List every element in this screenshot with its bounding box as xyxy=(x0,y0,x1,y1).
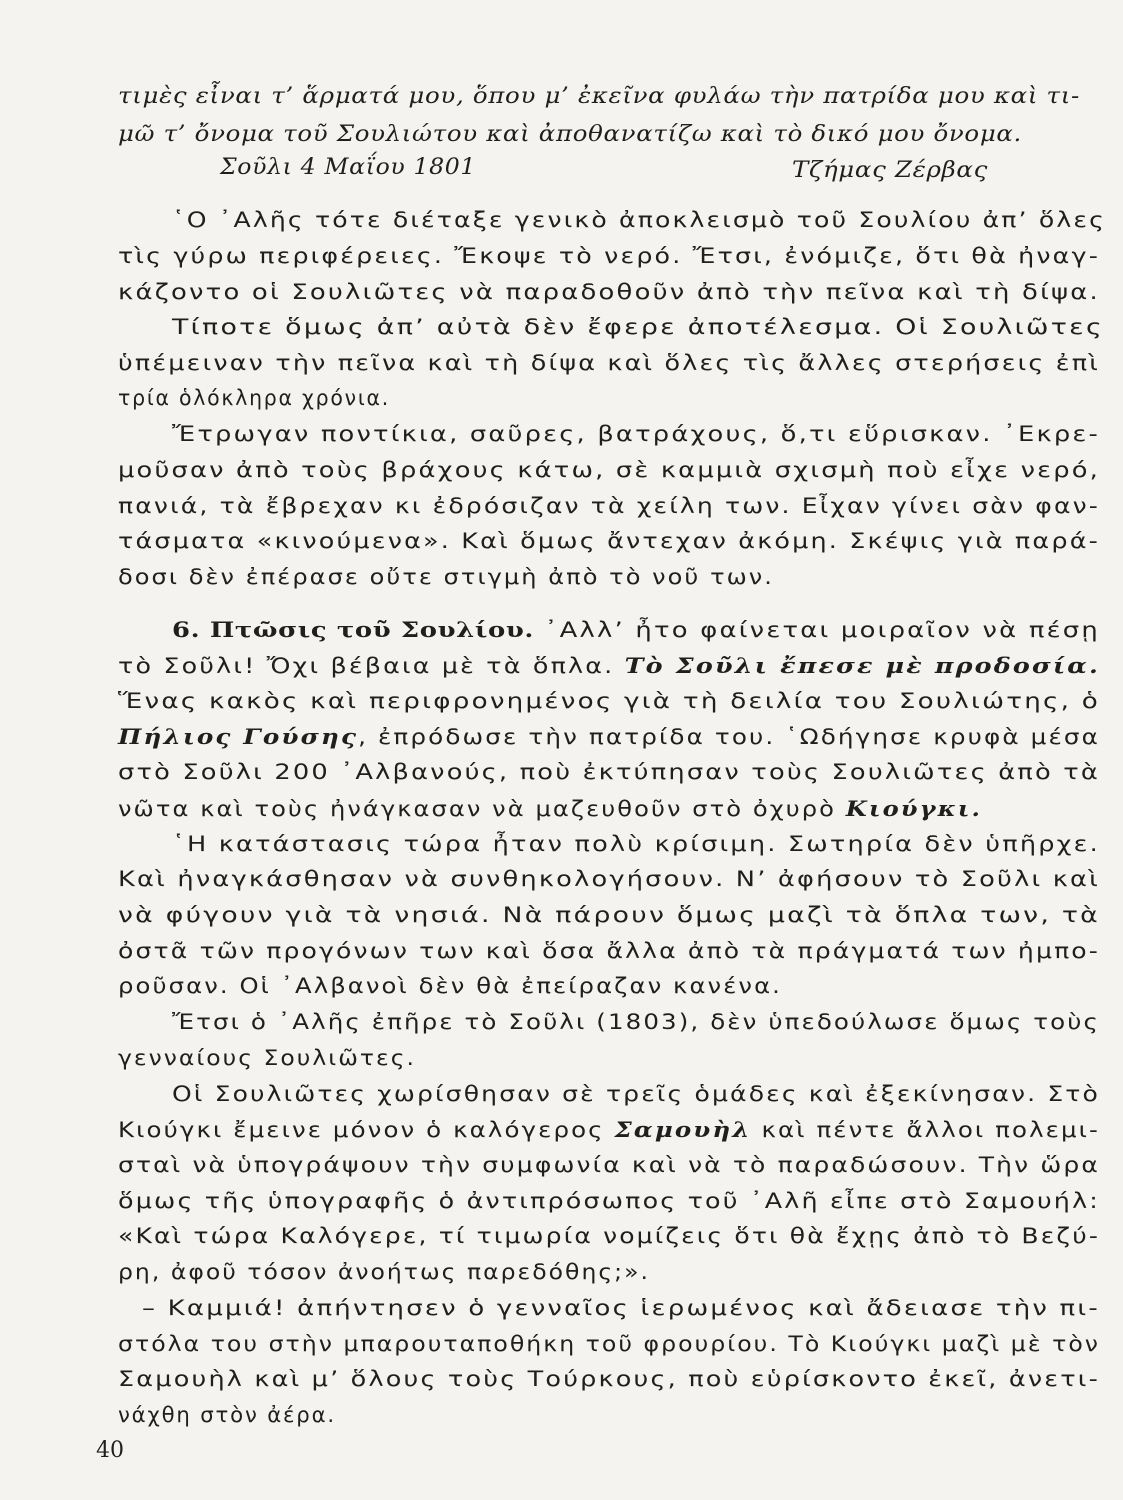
text-line xyxy=(118,653,1100,678)
text-line xyxy=(118,122,1022,147)
text-line xyxy=(118,903,1100,927)
text-segment: ροῦσαν. Οἱ ᾽Αλβανοὶ δὲν θὰ ἐπείραζαν κανένα. xyxy=(118,974,782,998)
text-segment: πανιά, τὰ ἔβρεχαν κι ἐδρόσιζαν τὰ χείλη των. Εἶχαν γίνει σὰν φαν- xyxy=(118,494,1100,518)
text-segment: νάχθη στὸν ἀέρα. xyxy=(118,1403,336,1427)
text-segment: δοσι δὲν ἐπέρασε οὔτε στιγμὴ ἀπὸ τὸ νοῦ των. xyxy=(118,565,774,589)
text-line xyxy=(118,1367,1100,1391)
text-segment: Οἱ Σουλιῶτες χωρίσθησαν σὲ τρεῖς ὁμάδες καὶ ἐξεκίνησαν. Στὸ xyxy=(172,1082,1100,1106)
text-line xyxy=(118,1117,1100,1142)
text-line xyxy=(172,1082,1100,1106)
emphasis-text: Σαμουὴλ xyxy=(614,1117,752,1142)
text-segment: τιμὲς εἶναι τ’ ἅρματά μου, ὅπου μ’ ἐκεῖνα φυλάω τὴν πατρίδα μου καὶ τι- xyxy=(118,84,1080,109)
text-line xyxy=(118,84,1080,109)
text-segment: νὰ φύγουν γιὰ τὰ νησιά. Νὰ πάρουν ὅμως μαζὶ τὰ ὅπλα των, τὰ xyxy=(118,903,1100,927)
text-segment: στόλα του στὴν μπαρουταποθήκη τοῦ φρουρίου. Τὸ Κιούγκι μαζὶ μὲ τὸν xyxy=(118,1332,1100,1356)
text-segment: τάσματα «κινούμενα». Καὶ ὅμως ἄντεχαν ἀκόμη. Σκέψις γιὰ παρά- xyxy=(118,529,1100,553)
text-segment: Τζήμας Ζέρβας xyxy=(792,158,988,183)
text-line xyxy=(172,617,1100,642)
text-line xyxy=(118,351,1100,375)
text-segment: τρία ὁλόκληρα χρόνια. xyxy=(118,386,390,410)
text-line xyxy=(118,1224,1100,1248)
text-segment: ὅμως τῆς ὑπογραφῆς ὁ ἀντιπρόσωπος τοῦ ᾽Αλῆ εἶπε στὸ Σαμουήλ: xyxy=(118,1189,1100,1213)
text-line xyxy=(118,867,1100,891)
text-line xyxy=(118,1403,336,1427)
page-number: 40 xyxy=(96,1438,124,1463)
text-line xyxy=(118,689,1100,713)
text-segment: «Καὶ τώρα Καλόγερε, τί τιμωρία νομίζεις ὅτι θὰ ἔχῃς ἀπὸ τὸ Βεζύ- xyxy=(118,1224,1100,1248)
text-line xyxy=(792,158,988,183)
text-segment: ᾽Αλλ’ ἦτο φαίνεται μοιραῖον νὰ πέσῃ xyxy=(534,618,1100,642)
text-segment: στὸ Σοῦλι 200 ᾽Αλβανούς, ποὺ ἐκτύπησαν τοὺς Σουλιῶτες ἀπὸ τὰ xyxy=(118,760,1100,784)
text-segment: καὶ πέντε ἄλλοι πολεμι- xyxy=(751,1118,1100,1142)
text-line xyxy=(118,458,1100,482)
text-segment: Ἔτσι ὁ ᾽Αλῆς ἐπῆρε τὸ Σοῦλι (1803), δὲν ὑπεδούλωσε ὅμως τοὺς xyxy=(172,1010,1100,1034)
text-line xyxy=(142,1296,1100,1320)
text-line xyxy=(118,1153,1100,1177)
emphasis-text: Κιούγκι. xyxy=(845,796,982,821)
text-line xyxy=(118,244,1100,268)
text-line xyxy=(118,760,1100,784)
text-line xyxy=(118,796,982,821)
text-segment: Σαμουὴλ καὶ μ’ ὅλους τοὺς Τούρκους, ποὺ εὑρίσκοντο ἐκεῖ, ἀνετι- xyxy=(118,1367,1100,1391)
text-segment: γενναίους Σουλιῶτες. xyxy=(118,1046,416,1070)
text-line xyxy=(118,1189,1100,1213)
text-line xyxy=(118,494,1100,518)
text-segment: Ἔτρωγαν ποντίκια, σαῦρες, βατράχους, ὅ,τι εὕρισκαν. ᾽Εκρε- xyxy=(172,422,1100,446)
text-segment: Σοῦλι 4 Μαΐου 1801 xyxy=(220,155,476,180)
text-segment: νῶτα καὶ τοὺς ἠνάγκασαν νὰ μαζευθοῦν στὸ ὀχυρὸ xyxy=(118,797,846,821)
emphasis-text: Τὸ Σοῦλι ἔπεσε μὲ προδοσία. xyxy=(624,653,1100,678)
text-segment: ὀστᾶ τῶν προγόνων των καὶ ὅσα ἄλλα ἀπὸ τὰ πράγματά των ἠμπο- xyxy=(118,939,1100,963)
text-line xyxy=(172,1010,1100,1034)
text-segment: μοῦσαν ἀπὸ τοὺς βράχους κάτω, σὲ καμμιὰ σχισμὴ ποὺ εἶχε νερό, xyxy=(118,458,1100,482)
text-segment: , ἐπρόδωσε τὴν πατρίδα του. ῾Ωδήγησε κρυφὰ μέσα xyxy=(358,725,1100,749)
text-line xyxy=(172,315,1104,339)
text-segment: τὶς γύρω περιφέρειες. Ἔκοψε τὸ νερό. Ἔτσι, ἐνόμιζε, ὅτι θὰ ἠναγ- xyxy=(118,244,1100,268)
text-line xyxy=(118,724,1100,749)
text-segment: κάζοντο οἱ Σουλιῶτες νὰ παραδοθοῦν ἀπὸ τὴν πεῖνα καὶ τὴ δίψα. xyxy=(118,280,1100,304)
text-segment: ῾Ο ᾽Αλῆς τότε διέταξε γενικὸ ἀποκλεισμὸ τοῦ Σουλίου ἀπ’ ὅλες xyxy=(172,208,1106,232)
text-line xyxy=(118,1046,416,1070)
text-segment: Τίποτε ὅμως ἀπ’ αὐτὰ δὲν ἔφερε ἀποτέλεσμα. Οἱ Σουλιῶτες xyxy=(172,315,1104,339)
text-line xyxy=(118,974,782,998)
emphasis-text: Πήλιος Γούσης xyxy=(118,724,359,749)
text-line xyxy=(118,386,390,410)
text-segment: σταὶ νὰ ὑπογράψουν τὴν συμφωνία καὶ νὰ τὸ παραδώσουν. Τὴν ὥρα xyxy=(118,1153,1100,1177)
emphasis-text: 6. Πτῶσις τοῦ Σουλίου. xyxy=(172,617,535,642)
text-segment: μῶ τ’ ὄνομα τοῦ Σουλιώτου καὶ ἀποθανατίζω καὶ τὸ δικό μου ὄνομα. xyxy=(118,122,1022,147)
text-segment: – Καμμιά! ἀπήντησεν ὁ γενναῖος ἱερωμένος καὶ ἄδειασε τὴν πι- xyxy=(142,1296,1100,1320)
text-line xyxy=(118,1332,1100,1356)
text-line xyxy=(118,1260,650,1284)
text-segment: Ἕνας κακὸς καὶ περιφρονημένος γιὰ τὴ δειλία του Σουλιώτης, ὁ xyxy=(118,689,1100,713)
text-segment: ρη, ἀφοῦ τόσον ἀνοήτως παρεδόθης;». xyxy=(118,1260,650,1284)
text-line xyxy=(118,939,1100,963)
text-line xyxy=(118,529,1100,553)
text-line xyxy=(172,208,1106,232)
text-line xyxy=(220,155,476,180)
text-segment: τὸ Σοῦλι! Ὄχι βέβαια μὲ τὰ ὅπλα. xyxy=(118,654,625,678)
text-line xyxy=(118,565,774,589)
text-segment: Καὶ ἠναγκάσθησαν νὰ συνθηκολογήσουν. Ν’ ἀφήσουν τὸ Σοῦλι καὶ xyxy=(118,867,1100,891)
text-line xyxy=(118,280,1100,304)
text-segment: Κιούγκι ἔμεινε μόνον ὁ καλόγερος xyxy=(118,1118,615,1142)
text-line xyxy=(172,422,1100,446)
text-segment: ῾Η κατάστασις τώρα ἦταν πολὺ κρίσιμη. Σωτηρία δὲν ὑπῆρχε. xyxy=(172,832,1100,856)
text-line xyxy=(172,832,1100,856)
text-segment: ὑπέμειναν τὴν πεῖνα καὶ τὴ δίψα καὶ ὅλες τὶς ἄλλες στερήσεις ἐπὶ xyxy=(118,351,1100,375)
